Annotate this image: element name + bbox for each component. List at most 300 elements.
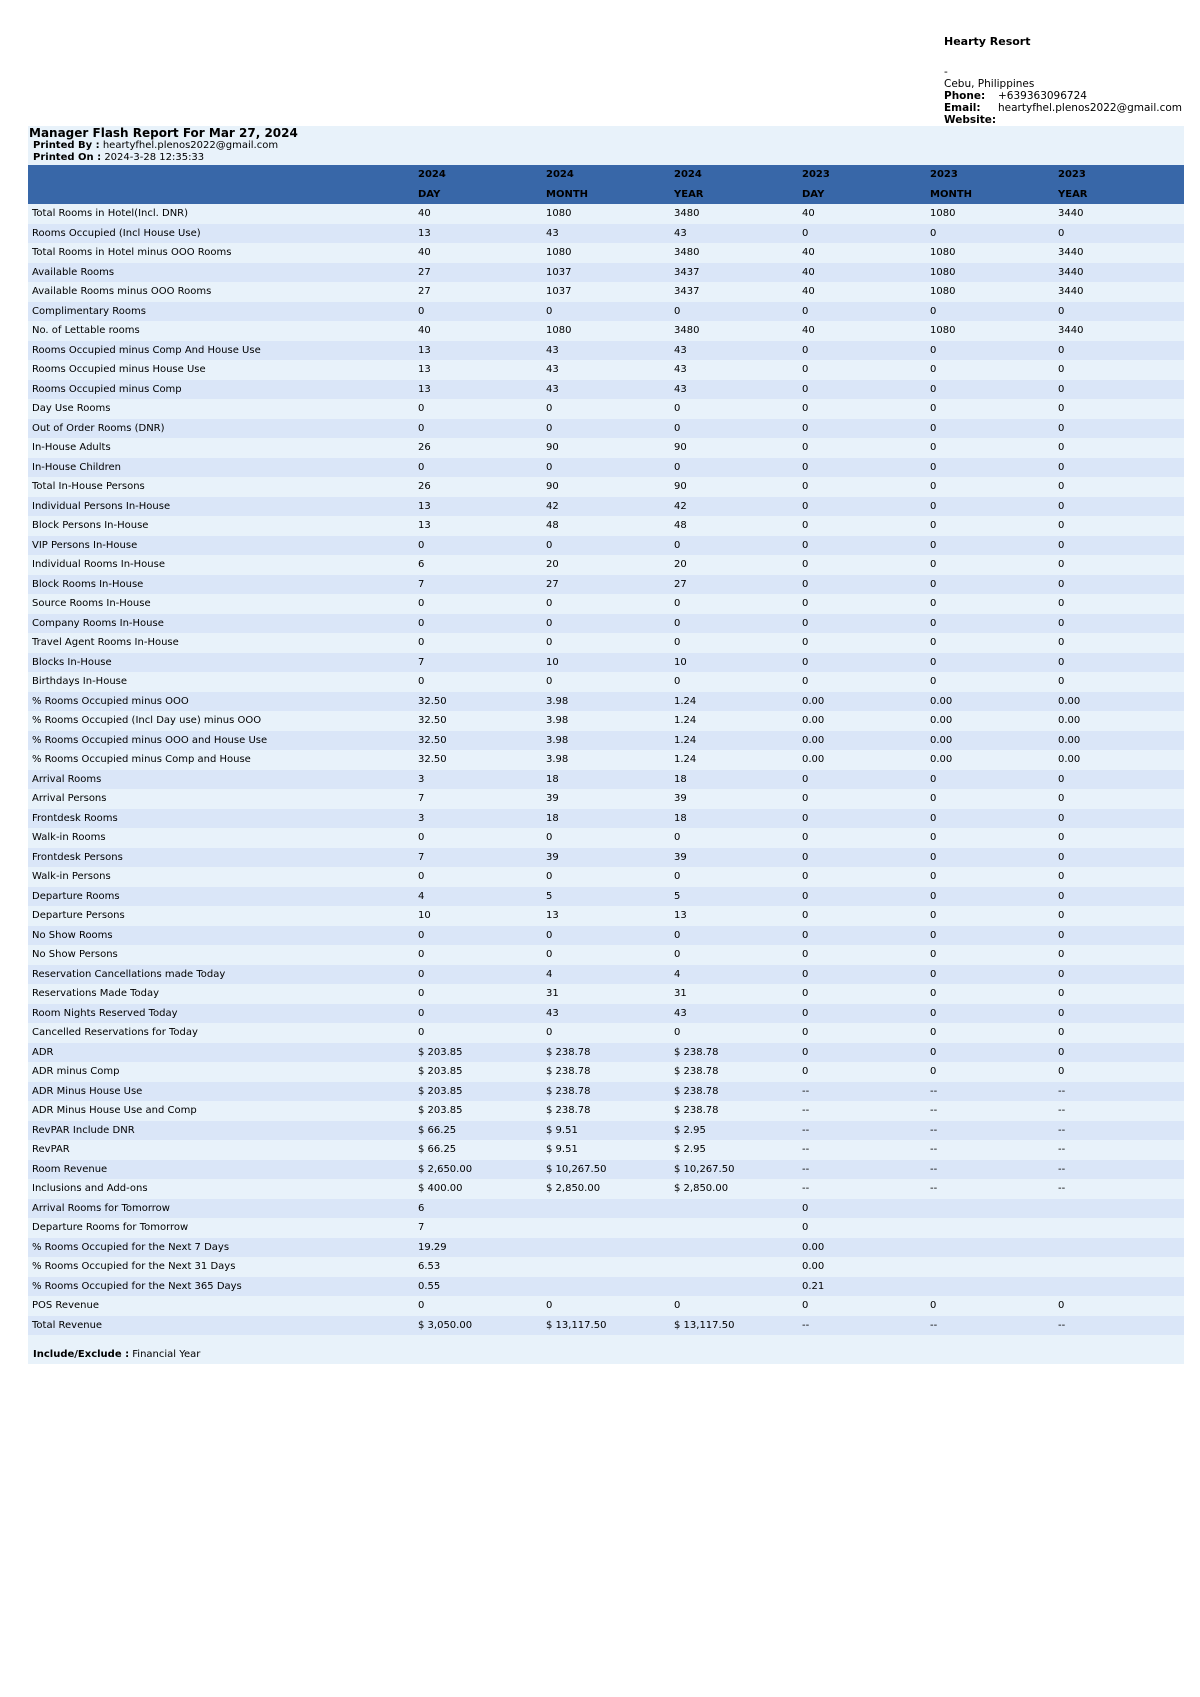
metric-value: 27: [674, 578, 687, 590]
table-row: [28, 555, 1184, 575]
metric-value: 0.00: [1058, 754, 1081, 766]
metric-value: 0: [802, 403, 809, 415]
metric-value: 0: [930, 364, 937, 376]
include-exclude-value: Financial Year: [132, 1349, 201, 1360]
metric-value: 42: [674, 500, 687, 512]
metric-value: 0: [1058, 1046, 1065, 1058]
table-row: [28, 438, 1184, 458]
metric-value: 43: [674, 344, 687, 356]
include-exclude-label: Include/Exclude :: [33, 1349, 130, 1360]
metric-value: 0: [546, 617, 553, 629]
metric-value: 0: [802, 578, 809, 590]
metric-value: $ 10,267.50: [546, 1163, 607, 1175]
metric-value: $ 203.85: [418, 1066, 463, 1078]
printed-by-row: [28, 140, 1184, 152]
metric-value: 27: [418, 286, 431, 298]
metric-value: [542, 1257, 670, 1277]
metric-value: [542, 1238, 670, 1258]
metric-label: In-House Children: [32, 461, 122, 473]
table-row: [28, 1140, 1184, 1160]
metric-value: 5: [674, 890, 681, 902]
metric-value: 0: [418, 1007, 425, 1019]
metric-value: 10: [418, 910, 431, 922]
metric-value: 1037: [546, 266, 572, 278]
metric-value: --: [1058, 1163, 1066, 1175]
metric-value: 3: [418, 812, 425, 824]
metric-value: 0: [802, 539, 809, 551]
metric-value: 0: [1058, 481, 1065, 493]
metric-value: 43: [546, 1007, 559, 1019]
header-period-cell: DAY: [802, 188, 825, 200]
metric-value: 13: [418, 500, 431, 512]
metric-value: 0: [930, 344, 937, 356]
metric-value: --: [930, 1085, 938, 1097]
metric-label: Departure Persons: [32, 910, 125, 922]
metric-label: Reservation Cancellations made Today: [32, 968, 226, 980]
metric-value: --: [930, 1183, 938, 1195]
metric-value: 0: [802, 929, 809, 941]
metric-value: 27: [418, 266, 431, 278]
table-row: [28, 750, 1184, 770]
table-row: [28, 1316, 1184, 1336]
metric-value: $ 66.25: [418, 1144, 457, 1156]
metric-value: 43: [674, 1007, 687, 1019]
table-row: [28, 809, 1184, 829]
metric-value: 39: [674, 851, 687, 863]
metric-value: 18: [674, 773, 687, 785]
metric-value: 0: [546, 403, 553, 415]
metric-value: 0.00: [802, 695, 825, 707]
metric-value: 0: [1058, 1007, 1065, 1019]
metric-value: 0: [802, 1046, 809, 1058]
metric-label: Room Nights Reserved Today: [32, 1007, 178, 1019]
table-row: [28, 906, 1184, 926]
metric-value: 1080: [546, 247, 572, 259]
metric-label: RevPAR: [32, 1144, 70, 1156]
metric-value: 0: [1058, 968, 1065, 980]
metric-value: 0: [546, 422, 553, 434]
metric-value: 0: [1058, 851, 1065, 863]
hotel-email-row: [944, 102, 1182, 114]
metric-label: Day Use Rooms: [32, 403, 111, 415]
metric-value: [926, 1257, 1054, 1277]
metric-value: 43: [674, 227, 687, 239]
metric-value: 3.98: [546, 734, 569, 746]
metric-value: 0: [1058, 403, 1065, 415]
metric-value: 0: [802, 1300, 809, 1312]
metric-value: [1054, 1199, 1184, 1219]
metric-label: Frontdesk Rooms: [32, 812, 118, 824]
table-row: [28, 848, 1184, 868]
metric-value: 0.55: [418, 1280, 441, 1292]
metric-value: --: [1058, 1319, 1066, 1331]
metric-label: Individual Persons In-House: [32, 500, 171, 512]
metric-value: 0: [546, 637, 553, 649]
metric-value: 0: [930, 949, 937, 961]
metric-value: 7: [418, 578, 425, 590]
metric-value: 0: [930, 578, 937, 590]
metric-value: 31: [546, 988, 559, 1000]
metric-value: $ 238.78: [674, 1046, 719, 1058]
metric-value: 0: [546, 1027, 553, 1039]
metric-label: % Rooms Occupied for the Next 365 Days: [32, 1280, 242, 1292]
table-row: [28, 1160, 1184, 1180]
metric-value: 43: [674, 383, 687, 395]
metric-value: 0: [1058, 988, 1065, 1000]
metric-value: 0: [930, 500, 937, 512]
metric-value: 0: [930, 559, 937, 571]
metric-value: 0: [418, 305, 425, 317]
metric-value: 0: [802, 832, 809, 844]
table-row: [28, 536, 1184, 556]
metric-value: 0: [930, 968, 937, 980]
metric-label: Arrival Rooms: [32, 773, 102, 785]
table-row: [28, 926, 1184, 946]
metric-value: 6: [418, 559, 425, 571]
metric-label: Total Rooms in Hotel minus OOO Rooms: [32, 247, 232, 259]
metric-label: Rooms Occupied minus House Use: [32, 364, 206, 376]
metric-value: --: [1058, 1124, 1066, 1136]
metric-value: 0: [930, 871, 937, 883]
metric-value: 0: [1058, 773, 1065, 785]
metric-value: $ 66.25: [418, 1124, 457, 1136]
metric-value: $ 400.00: [418, 1183, 463, 1195]
metric-value: 1037: [546, 286, 572, 298]
metric-value: 0: [1058, 383, 1065, 395]
metric-label: Company Rooms In-House: [32, 617, 164, 629]
metric-value: 0: [802, 773, 809, 785]
metric-value: [670, 1218, 798, 1238]
metric-value: 0: [802, 988, 809, 1000]
metric-value: 0: [674, 598, 681, 610]
metric-value: 39: [674, 793, 687, 805]
metric-value: 48: [546, 520, 559, 532]
metric-value: 0: [802, 1027, 809, 1039]
printed-on-label: Printed On :: [33, 152, 102, 163]
metric-value: $ 238.78: [674, 1066, 719, 1078]
metric-value: 0: [802, 949, 809, 961]
metric-value: --: [802, 1163, 810, 1175]
metric-label: Block Persons In-House: [32, 520, 149, 532]
metric-value: --: [1058, 1144, 1066, 1156]
metric-value: 0: [674, 461, 681, 473]
metric-value: 0: [674, 676, 681, 688]
metric-value: $ 238.78: [546, 1066, 591, 1078]
metric-value: 0: [418, 617, 425, 629]
metric-value: 0: [930, 520, 937, 532]
table-row: [28, 653, 1184, 673]
metric-label: Block Rooms In-House: [32, 578, 144, 590]
table-row: [28, 321, 1184, 341]
hotel-info: [944, 36, 1182, 126]
metric-value: 0: [674, 949, 681, 961]
metric-value: 90: [546, 481, 559, 493]
metric-value: 3480: [674, 247, 700, 259]
metric-value: 0.00: [802, 715, 825, 727]
metric-value: [670, 1277, 798, 1297]
metric-value: $ 2.95: [674, 1124, 706, 1136]
metric-value: 0.00: [802, 1241, 825, 1253]
metric-value: 0: [546, 1300, 553, 1312]
metric-value: 0: [802, 1066, 809, 1078]
metric-label: ADR minus Comp: [32, 1066, 120, 1078]
metric-value: 0: [1058, 793, 1065, 805]
metric-value: --: [802, 1183, 810, 1195]
table-row: [28, 614, 1184, 634]
metric-label: VIP Persons In-House: [32, 539, 138, 551]
metric-value: 40: [802, 266, 815, 278]
metric-value: 0: [802, 520, 809, 532]
metric-value: 0.00: [802, 734, 825, 746]
metric-value: 0: [1058, 227, 1065, 239]
email-label: Email:: [944, 102, 981, 114]
metric-value: 0: [418, 968, 425, 980]
metric-label: % Rooms Occupied for the Next 31 Days: [32, 1261, 236, 1273]
table-body: [28, 204, 1184, 1335]
hotel-website-row: [944, 114, 1182, 126]
metric-value: 43: [546, 383, 559, 395]
table-row: [28, 204, 1184, 224]
metric-value: 0: [802, 871, 809, 883]
metric-value: [670, 1199, 798, 1219]
metric-label: Complimentary Rooms: [32, 305, 146, 317]
metric-value: 3437: [674, 286, 700, 298]
table-row: [28, 633, 1184, 653]
metric-value: $ 13,117.50: [674, 1319, 735, 1331]
metric-value: $ 9.51: [546, 1144, 578, 1156]
metric-value: 0: [674, 637, 681, 649]
metric-value: 0: [1058, 929, 1065, 941]
table-row: [28, 1101, 1184, 1121]
metric-value: --: [1058, 1105, 1066, 1117]
metric-label: No Show Persons: [32, 949, 118, 961]
table-row: [28, 594, 1184, 614]
metric-value: 31: [674, 988, 687, 1000]
metric-value: 0: [802, 305, 809, 317]
metric-value: 3440: [1058, 208, 1084, 220]
table-row: [28, 458, 1184, 478]
metric-value: 0: [418, 871, 425, 883]
table-row: [28, 1082, 1184, 1102]
metric-value: 3440: [1058, 325, 1084, 337]
metric-value: 3480: [674, 325, 700, 337]
metric-value: 0: [418, 598, 425, 610]
header-year-cell: [28, 165, 414, 185]
metric-value: 0: [418, 949, 425, 961]
metric-value: 13: [546, 910, 559, 922]
metric-value: 0.00: [1058, 715, 1081, 727]
table-row: [28, 1296, 1184, 1316]
metric-value: 20: [546, 559, 559, 571]
header-year-cell: 2023: [1058, 169, 1086, 181]
metric-value: 0: [930, 422, 937, 434]
metric-value: 0: [1058, 520, 1065, 532]
metric-value: [670, 1238, 798, 1258]
metric-value: 0: [1058, 832, 1065, 844]
metric-value: 32.50: [418, 715, 447, 727]
metric-value: 0.00: [930, 695, 953, 707]
metric-label: Inclusions and Add-ons: [32, 1183, 148, 1195]
include-exclude-row: [28, 1335, 1184, 1364]
metric-label: Available Rooms: [32, 266, 115, 278]
metric-value: 0: [930, 1027, 937, 1039]
metric-value: 0: [802, 656, 809, 668]
table-row: [28, 477, 1184, 497]
metric-label: Walk-in Rooms: [32, 832, 106, 844]
metric-value: 40: [802, 208, 815, 220]
metric-label: % Rooms Occupied minus OOO: [32, 695, 189, 707]
metric-value: 3440: [1058, 266, 1084, 278]
report-title: Manager Flash Report For Mar 27, 2024: [29, 126, 298, 140]
metric-value: 0: [930, 598, 937, 610]
metric-value: --: [930, 1105, 938, 1117]
metric-value: 32.50: [418, 695, 447, 707]
table-row: [28, 984, 1184, 1004]
metric-value: 0: [802, 910, 809, 922]
metric-value: 0: [546, 871, 553, 883]
metric-value: --: [802, 1105, 810, 1117]
metric-value: [542, 1277, 670, 1297]
table-row: [28, 224, 1184, 244]
metric-value: 0: [1058, 559, 1065, 571]
metric-value: 0: [418, 539, 425, 551]
metric-value: 0.00: [1058, 734, 1081, 746]
metric-value: 0: [802, 1222, 809, 1234]
metric-value: 0: [930, 656, 937, 668]
metric-value: 0: [418, 1300, 425, 1312]
metric-value: 0: [930, 851, 937, 863]
metric-label: Out of Order Rooms (DNR): [32, 422, 165, 434]
table-row: [28, 1238, 1184, 1258]
metric-value: 0: [802, 344, 809, 356]
metric-value: 1080: [930, 286, 956, 298]
metric-value: --: [930, 1163, 938, 1175]
table-row: [28, 516, 1184, 536]
metric-value: 0: [930, 832, 937, 844]
metric-value: 0: [546, 832, 553, 844]
metric-value: 43: [546, 344, 559, 356]
metric-label: RevPAR Include DNR: [32, 1124, 135, 1136]
metric-value: 0.00: [930, 715, 953, 727]
metric-value: $ 203.85: [418, 1085, 463, 1097]
metric-value: $ 13,117.50: [546, 1319, 607, 1331]
metric-value: 0: [418, 422, 425, 434]
table-row: [28, 1062, 1184, 1082]
header-year-cell: 2023: [802, 169, 830, 181]
metric-value: --: [930, 1319, 938, 1331]
metric-value: 0.00: [802, 1261, 825, 1273]
metric-value: 0: [930, 676, 937, 688]
metric-value: 0: [1058, 598, 1065, 610]
metric-value: 0: [1058, 812, 1065, 824]
metric-value: $ 238.78: [546, 1105, 591, 1117]
table-row: [28, 1121, 1184, 1141]
metric-value: 0: [674, 871, 681, 883]
table-row: [28, 1043, 1184, 1063]
metric-value: 0: [1058, 500, 1065, 512]
header-year-cell: 2024: [674, 169, 702, 181]
metric-value: 1080: [930, 208, 956, 220]
metric-value: 0: [930, 383, 937, 395]
metric-value: 0: [930, 929, 937, 941]
metric-label: Total Rooms in Hotel(Incl. DNR): [32, 208, 189, 220]
metric-value: [926, 1199, 1054, 1219]
metric-value: --: [802, 1124, 810, 1136]
metric-value: 1080: [546, 208, 572, 220]
header-year-cell: 2024: [546, 169, 574, 181]
metric-value: 7: [418, 851, 425, 863]
metric-value: $ 10,267.50: [674, 1163, 735, 1175]
metric-value: 0: [1058, 1066, 1065, 1078]
metric-label: POS Revenue: [32, 1300, 99, 1312]
website-label: Website:: [944, 114, 997, 126]
metric-value: 0: [418, 929, 425, 941]
metric-value: 1.24: [674, 695, 697, 707]
metric-value: 10: [546, 656, 559, 668]
metric-value: --: [930, 1124, 938, 1136]
metric-value: 0.00: [1058, 695, 1081, 707]
metric-value: 40: [418, 208, 431, 220]
table-row: [28, 828, 1184, 848]
metric-value: 0: [930, 793, 937, 805]
metric-value: 0: [1058, 305, 1065, 317]
metric-label: Rooms Occupied minus Comp: [32, 383, 182, 395]
table-row: [28, 380, 1184, 400]
table-row: [28, 945, 1184, 965]
metric-label: Source Rooms In-House: [32, 598, 151, 610]
table-row: [28, 711, 1184, 731]
metric-value: 0: [802, 481, 809, 493]
metric-value: 4: [418, 890, 425, 902]
metric-value: [1054, 1257, 1184, 1277]
metric-label: Individual Rooms In-House: [32, 559, 165, 571]
metric-value: 0: [930, 773, 937, 785]
metric-value: 0: [418, 637, 425, 649]
table-row: [28, 497, 1184, 517]
metric-value: $ 2,850.00: [546, 1183, 601, 1195]
metric-value: 0: [1058, 949, 1065, 961]
metric-value: 0: [1058, 578, 1065, 590]
metric-value: 0.00: [930, 734, 953, 746]
metric-value: 0: [930, 461, 937, 473]
table-row: [28, 867, 1184, 887]
phone-value: +639363096724: [998, 90, 1087, 102]
hotel-phone-row: [944, 90, 1182, 102]
header-period-cell: [28, 185, 414, 205]
metric-label: Total Revenue: [32, 1319, 103, 1331]
metric-value: 0: [546, 949, 553, 961]
metric-value: 20: [674, 559, 687, 571]
metric-value: 39: [546, 851, 559, 863]
metric-value: 0: [930, 617, 937, 629]
metric-value: $ 238.78: [674, 1105, 719, 1117]
metric-value: $ 2,650.00: [418, 1163, 473, 1175]
metric-value: 0: [674, 403, 681, 415]
metric-value: 48: [674, 520, 687, 532]
metric-value: 0: [930, 637, 937, 649]
metric-label: % Rooms Occupied minus OOO and House Use: [32, 734, 268, 746]
metric-value: 90: [546, 442, 559, 454]
metric-value: 26: [418, 442, 431, 454]
table-header: [28, 165, 1184, 204]
metric-label: Birthdays In-House: [32, 676, 128, 688]
metric-value: 0: [802, 617, 809, 629]
metric-label: % Rooms Occupied (Incl Day use) minus OOO: [32, 715, 262, 727]
metric-value: 0: [802, 676, 809, 688]
printed-on-value: 2024-3-28 12:35:33: [104, 152, 205, 163]
metric-value: 0: [930, 305, 937, 317]
metric-value: 26: [418, 481, 431, 493]
